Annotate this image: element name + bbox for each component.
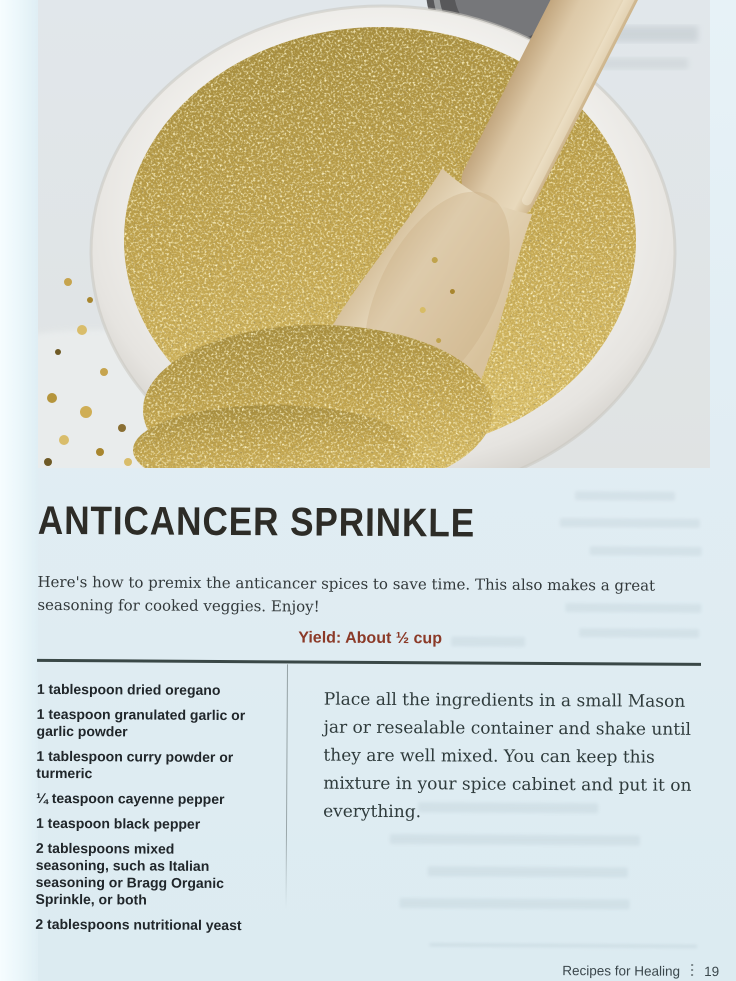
recipe-title: ANTICANCER SPRINKLE — [37, 498, 476, 546]
ingredient-item: ¼ teaspoon cayenne pepper — [36, 789, 225, 808]
bleed-through-text — [590, 546, 702, 556]
page-footer — [562, 963, 719, 979]
section-rule — [37, 659, 701, 666]
footer-section-title: Recipes for Healing — [562, 963, 681, 979]
ingredient-item: 2 tablespoons nutritional yeast — [35, 915, 242, 934]
instructions-paragraph: Place all the ingredients in a small Mason jar or resealable container and shake until they are well mixed. You can keep this mixture in your spice cabinet and put it on everything. — [323, 689, 692, 823]
bleed-through-text — [575, 491, 675, 501]
bleed-through-text — [390, 834, 640, 846]
ingredient-item: 1 teaspoon black pepper — [35, 814, 201, 832]
ingredient-item: 1 teaspoon granulated garlic or garlic powder — [36, 705, 246, 740]
footer-page-number: 19 — [704, 963, 720, 980]
ingredient-item: 1 tablespoon dried oregano — [36, 680, 221, 698]
bleed-through-text — [560, 518, 700, 528]
ingredient-item: 1 tablespoon curry powder or turmeric — [36, 747, 234, 782]
yield-line: Yield: About ½ cup — [298, 629, 443, 648]
recipe-intro: Here's how to premix the anticancer spices to save time. This also makes a great seasoning for cooked veggies. Enjoy! — [37, 572, 656, 616]
column-divider — [286, 664, 288, 909]
footer-dotted-separator-icon — [691, 964, 693, 979]
bleed-through-text — [428, 866, 628, 877]
bleed-through-rule — [429, 943, 697, 948]
bleed-through-text — [400, 898, 630, 909]
ingredients-list — [35, 681, 269, 942]
ingredient-item: 2 tablespoons mixed seasoning, such as Italian seasoning or Bragg Organic Sprinkle, or both — [35, 839, 224, 908]
